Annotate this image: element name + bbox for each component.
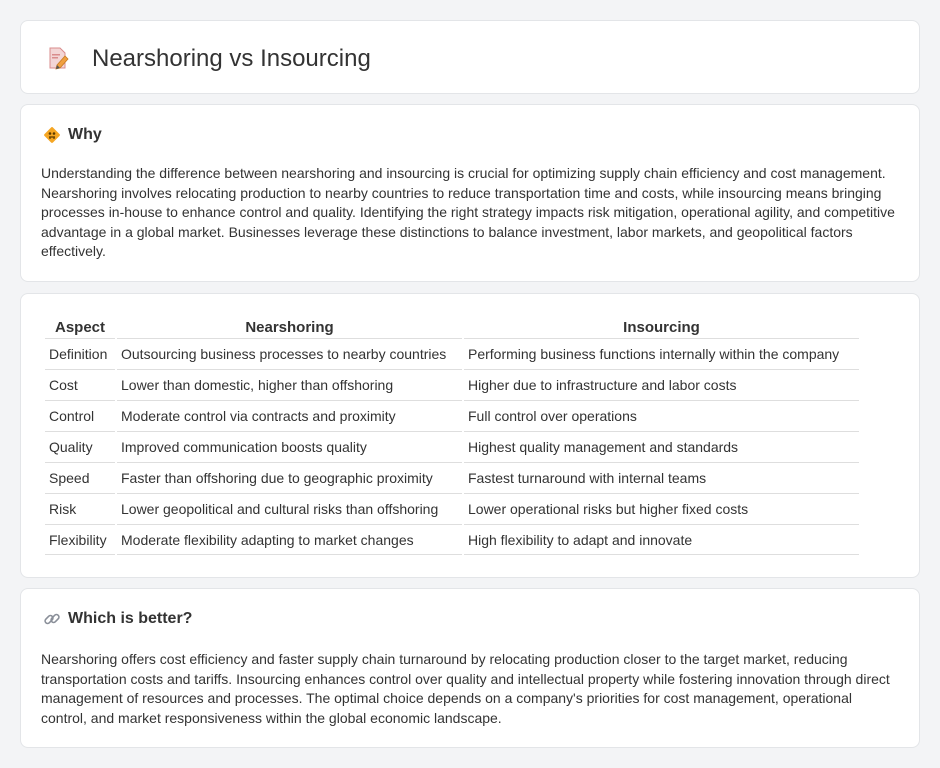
better-heading: [43, 610, 192, 628]
aspect-cell: Quality: [45, 431, 115, 462]
insourcing-cell: Lower operational risks but higher fixed costs: [464, 493, 859, 524]
link-icon: [43, 610, 61, 628]
table-row: [45, 338, 859, 369]
aspect-cell: Speed: [45, 462, 115, 493]
title-card: [20, 20, 920, 94]
why-text: Understanding the difference between nearshoring and insourcing is crucial for optimizing supply chain efficiency and cost management. Nearshoring involves relocating production to nearby countries to reduce transportation time and costs, while insourcing means bringing processes in-house to enhance control and quality. Identifying the right strategy impacts risk mitigation, operational agility, and competitive advantage in a global market. Businesses leverage these distinctions to balance investment, labor markets, and geopolitical factors effectively.: [41, 165, 895, 260]
document-pen-icon: [47, 46, 69, 70]
better-card: [20, 588, 920, 748]
nearshoring-cell: Moderate flexibility adapting to market changes: [117, 524, 462, 555]
table-row: [45, 462, 859, 493]
header-insourcing: Insourcing: [623, 318, 700, 336]
insourcing-cell: Fastest turnaround with internal teams: [464, 462, 859, 493]
table-row: [45, 400, 859, 431]
nearshoring-cell: Outsourcing business processes to nearby countries: [117, 338, 462, 369]
why-card: [20, 104, 920, 282]
better-text: Nearshoring offers cost efficiency and faster supply chain turnaround by relocating production closer to the target market, reducing transportation costs and tariffs. Insourcing enhances control over quality and intellectual property while fostering innovation through direct management of resources and processes. The optimal choice depends on a company's priorities for cost management, operational control, and market responsiveness within the global economic landscape.: [41, 651, 890, 726]
table-row: [45, 369, 859, 400]
comparison-table: [43, 316, 861, 555]
insourcing-cell: Full control over operations: [464, 400, 859, 431]
table-row: [45, 524, 859, 555]
nearshoring-cell: Lower than domestic, higher than offshoring: [117, 369, 462, 400]
why-heading: [43, 126, 102, 144]
aspect-cell: Flexibility: [45, 524, 115, 555]
table-header-row: [45, 316, 859, 338]
aspect-cell: Control: [45, 400, 115, 431]
insourcing-cell: Performing business functions internally within the company: [464, 338, 859, 369]
insourcing-cell: Highest quality management and standards: [464, 431, 859, 462]
comparison-card: [20, 293, 920, 578]
table-row: [45, 431, 859, 462]
header-aspect: Aspect: [54, 318, 106, 336]
why-heading-label: Why: [68, 126, 102, 143]
insourcing-cell: Higher due to infrastructure and labor costs: [464, 369, 859, 400]
diamond-sign-icon: [43, 126, 61, 144]
aspect-cell: Cost: [45, 369, 115, 400]
nearshoring-cell: Faster than offshoring due to geographic proximity: [117, 462, 462, 493]
insourcing-cell: High flexibility to adapt and innovate: [464, 524, 859, 555]
page-title: Nearshoring vs Insourcing: [92, 45, 371, 72]
aspect-cell: Definition: [45, 338, 115, 369]
nearshoring-cell: Moderate control via contracts and proximity: [117, 400, 462, 431]
nearshoring-cell: Improved communication boosts quality: [117, 431, 462, 462]
better-heading-label: Which is better?: [68, 610, 193, 627]
nearshoring-cell: Lower geopolitical and cultural risks than offshoring: [117, 493, 462, 524]
aspect-cell: Risk: [45, 493, 115, 524]
header-nearshoring: Nearshoring: [245, 318, 334, 336]
table-row: [45, 493, 859, 524]
